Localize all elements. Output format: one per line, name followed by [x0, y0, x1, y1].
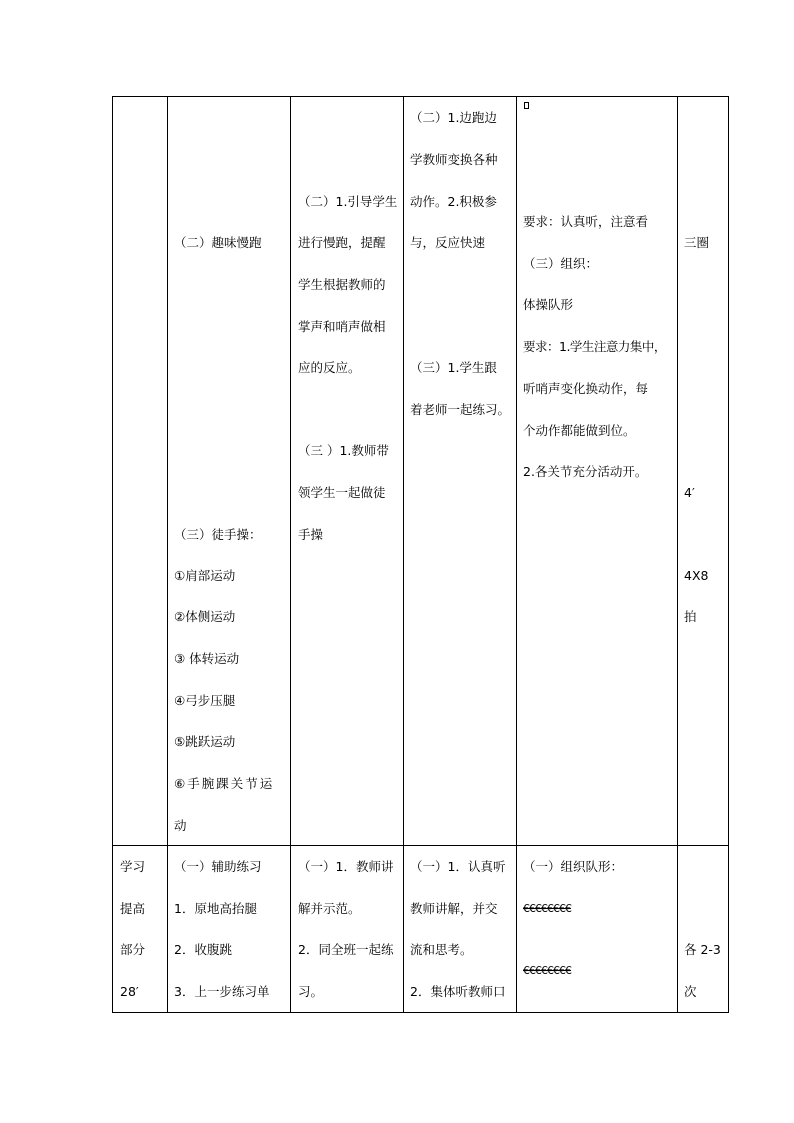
organization-text-line: 要求：认真听，注意看 — [523, 214, 649, 229]
teacher-text-line: （三 ）1.教师带 — [298, 443, 389, 458]
student-text-line: 动作。2.积极参 — [410, 194, 497, 209]
organization-text-line: （三）组织： — [523, 256, 599, 271]
student-text-line: （三）1.学生跟 — [410, 360, 497, 375]
organization-text-line: 听哨声变化换动作，每 — [523, 381, 649, 396]
organization-text-line: 体操队形 — [523, 297, 574, 312]
table-top-border — [112, 96, 729, 97]
section-label: 学习 — [120, 859, 146, 874]
content-line: 2．收腹跳 — [174, 942, 232, 957]
exercise-item: ⑤跳跃运动 — [174, 734, 236, 749]
teacher-text-line: 习。 — [298, 984, 324, 999]
teacher-text-line: 应的反应。 — [298, 360, 361, 375]
teacher-text-line: 领学生一起做徒 — [298, 485, 386, 500]
exercise-item: ②体侧运动 — [174, 609, 236, 624]
time-duration: 4′ — [684, 485, 695, 500]
column-line — [290, 96, 291, 1013]
exercise-item: ④弓步压腿 — [174, 693, 236, 708]
teacher-text-line: 学生根据教师的 — [298, 277, 386, 292]
column-line — [677, 96, 678, 1013]
organization-text-line: 要求：1.学生注意力集中， — [523, 339, 666, 354]
formation-row: €€€€€€€€ — [523, 964, 571, 977]
exercise-item: ③ 体转运动 — [174, 651, 240, 666]
student-text-line: 与，反应快速 — [410, 235, 486, 250]
student-text-line: 学教师变换各种 — [410, 152, 498, 167]
teacher-text-line: （一）1．教师讲 — [298, 859, 394, 874]
student-text-line: 教师讲解，并交 — [410, 901, 498, 916]
student-text-line: 流和思考。 — [410, 942, 473, 957]
teacher-text-line: 手操 — [298, 527, 324, 542]
teacher-text-line: （二）1.引导学生 — [298, 194, 398, 209]
section-label: 提高 — [120, 901, 146, 916]
teacher-text-line: 掌声和哨声做相 — [298, 319, 386, 334]
activity-title: （二）趣味慢跑 — [174, 235, 262, 250]
laps-count: 三圈 — [684, 235, 710, 250]
table-right-border — [728, 96, 729, 1013]
student-text-line: 着老师一起练习。 — [410, 402, 511, 417]
student-text-line: （一）1．认真听 — [410, 859, 506, 874]
content-line: 3．上一步练习单 — [174, 984, 270, 999]
section-duration: 28′ — [120, 984, 139, 999]
row-divider — [112, 845, 729, 846]
exercise-item: ①肩部运动 — [174, 568, 236, 583]
organization-title: （一）组织队形： — [523, 859, 624, 874]
activity-title: （三）徒手操： — [174, 527, 262, 542]
teacher-text-line: 2．同全班一起练 — [298, 942, 394, 957]
placeholder-glyph — [524, 102, 529, 109]
repetition-count: 各 2-3 — [684, 942, 721, 957]
teacher-text-line: 进行慢跑，提醒 — [298, 235, 386, 250]
student-text-line: （二）1.边跑边 — [410, 110, 497, 125]
organization-text-line: 2.各关节充分活动开。 — [523, 464, 648, 479]
table-bottom-border — [112, 1012, 729, 1013]
column-line — [167, 96, 168, 1013]
organization-text-line: 个动作都能做到位。 — [523, 423, 636, 438]
exercise-item: 动 — [174, 818, 187, 833]
section-label: 部分 — [120, 942, 146, 957]
beats-unit: 拍 — [684, 609, 697, 624]
beats-count: 4X8 — [684, 568, 709, 583]
column-line — [112, 96, 113, 1013]
student-text-line: 2．集体听教师口 — [410, 984, 506, 999]
content-line: （一）辅助练习 — [174, 859, 262, 874]
repetition-unit: 次 — [684, 984, 697, 999]
formation-row: €€€€€€€€ — [523, 902, 571, 915]
teacher-text-line: 解并示范。 — [298, 901, 361, 916]
exercise-item: ⑥手腕踝关节运 — [174, 776, 275, 791]
column-line — [403, 96, 404, 1013]
column-line — [516, 96, 517, 1013]
content-line: 1．原地高抬腿 — [174, 901, 257, 916]
